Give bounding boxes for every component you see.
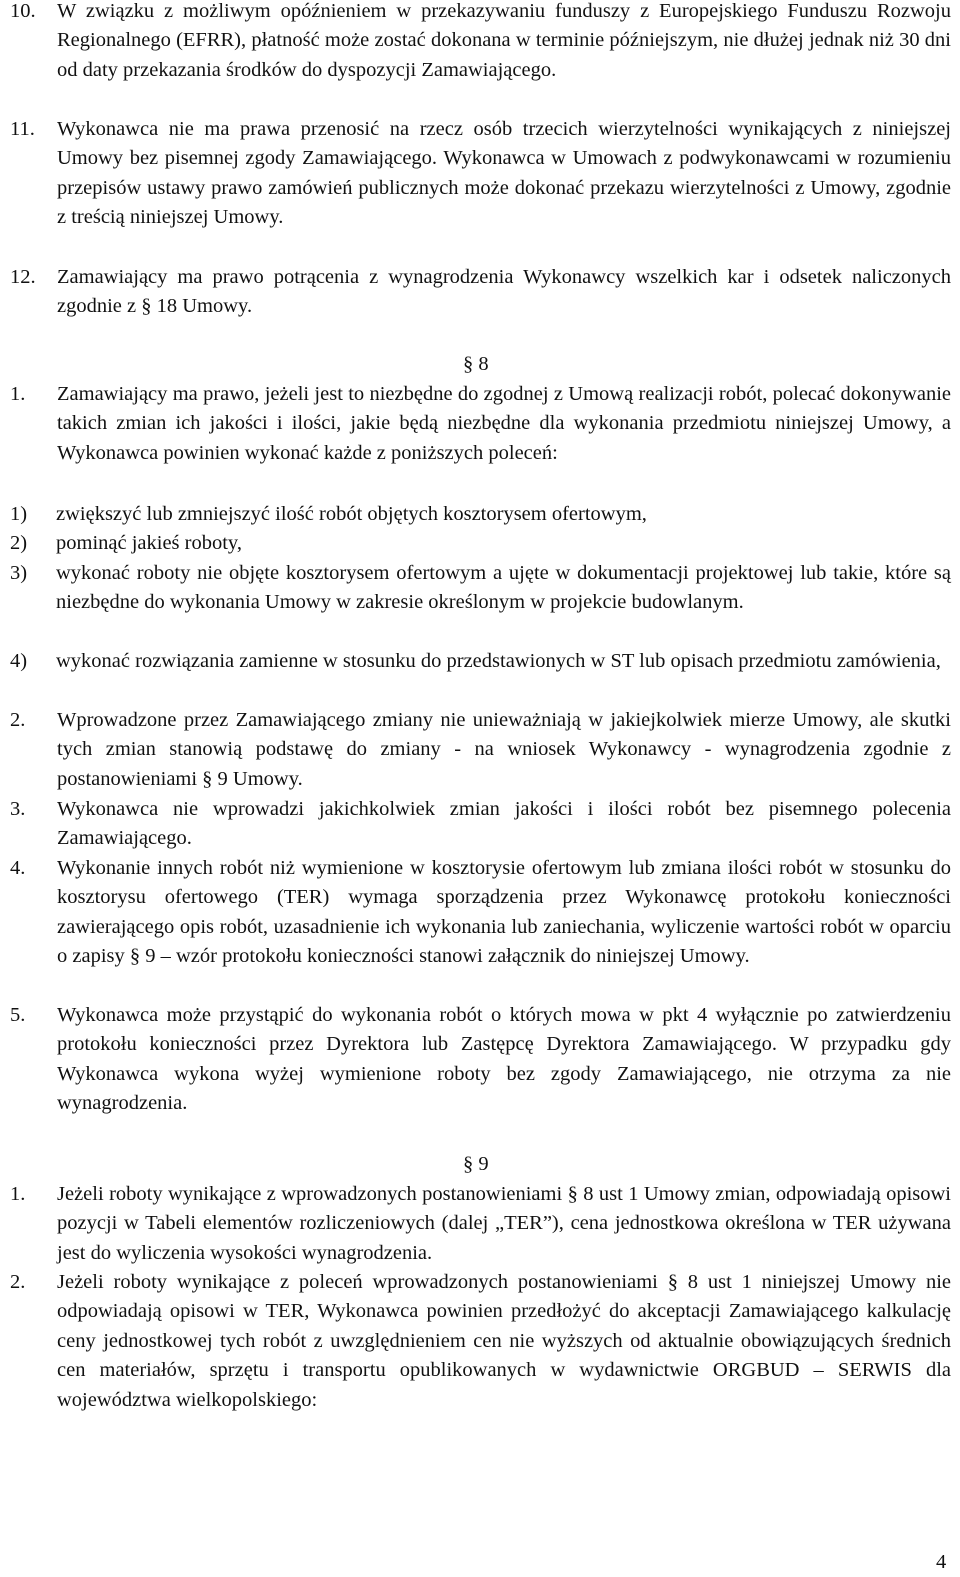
section-8-paragraph-5 bbox=[10, 1001, 951, 1119]
subitem-text: wykonać roboty nie objęte kosztorysem ofertowym a ujęte w dokumentacji projektowej lub takie, które są niezbędne do wykonania Umowy w zakresie określonym w projekcie budowlanym. bbox=[56, 562, 951, 614]
section-9-paragraph-1 bbox=[10, 1180, 951, 1268]
paragraph-number: 4. bbox=[10, 857, 26, 879]
subitem-text: pominąć jakieś roboty, bbox=[56, 532, 242, 554]
section-8-subitem-3 bbox=[10, 559, 951, 618]
clause-text: Zamawiający ma prawo potrącenia z wynagrodzenia Wykonawcy wszelkich kar i odsetek naliczonych zgodnie z § 18 Umowy. bbox=[57, 266, 951, 318]
section-8-paragraph-4 bbox=[10, 854, 951, 972]
section-title: § 9 bbox=[463, 1153, 489, 1175]
subitem-number: 3) bbox=[10, 562, 28, 584]
paragraph-text: Jeżeli roboty wynikające z poleceń wprowadzonych postanowieniami § 8 ust 1 niniejszej Umowy nie odpowiadają opisowi w TER, Wykonawca powinien przedłożyć do akceptacji Zamawiającego kalkulację ceny jednostkowej tych robót z uwzględnieniem cen nie wyższych od aktualnie obowiązujących średnich cen materiałów, sprzętu i transportu opublikowanych w wydawnictwie ORGBUD – SERWIS dla województwa wielkopolskiego: bbox=[57, 1271, 951, 1411]
subitem-text: zwiększyć lub zmniejszyć ilość robót objętych kosztorysem ofertowym, bbox=[56, 503, 647, 525]
clause-text: Wykonawca nie ma prawa przenosić na rzecz osób trzecich wierzytelności wynikających z niniejszej Umowy bez pisemnej zgody Zamawiającego. Wykonawca w Umowach z podwykonawcami w rozumieniu przepisów ustawy prawo zamówień publicznych może dokonać przekazu wierzytelności z Umowy, zgodnie z treścią niniejszej Umowy. bbox=[57, 118, 951, 229]
paragraph-text: Wykonawca nie wprowadzi jakichkolwiek zmian jakości i ilości robót bez pisemnego polecenia Zamawiającego. bbox=[57, 798, 951, 850]
page-number: 4 bbox=[936, 1551, 947, 1573]
section-8-subitem-2 bbox=[10, 529, 951, 558]
clause-11 bbox=[10, 115, 951, 233]
paragraph-text: Jeżeli roboty wynikające z wprowadzonych postanowieniami § 8 ust 1 Umowy zmian, odpowiadają opisowi pozycji w Tabeli elementów rozliczeniowych (dalej „TER”), cena jednostkowa określona w TER używana jest do wyliczenia wysokości wynagrodzenia. bbox=[57, 1183, 951, 1264]
subitem-number: 1) bbox=[10, 503, 28, 525]
clause-number: 10. bbox=[10, 0, 36, 22]
paragraph-text: Zamawiający ma prawo, jeżeli jest to niezbędne do zgodnej z Umową realizacji robót, polecać dokonywanie takich zmian ich jakości i ilości, jakie będą niezbędne dla wykonania przedmiotu niniejszej Umowy, a Wykonawca powinien wykonać każde z poniższych poleceń: bbox=[57, 383, 951, 464]
section-8-subitem-1 bbox=[10, 500, 951, 529]
subitem-number: 2) bbox=[10, 532, 28, 554]
paragraph-number: 3. bbox=[10, 798, 26, 820]
clause-text: W związku z możliwym opóźnieniem w przekazywaniu funduszy z Europejskiego Funduszu Rozwoju Regionalnego (EFRR), płatność może zostać dokonana w terminie późniejszym, nie dłużej jednak niż 30 dni od daty przekazania środków do dyspozycji Zamawiającego. bbox=[57, 0, 951, 81]
paragraph-text: Wprowadzone przez Zamawiającego zmiany nie unieważniają w jakiejkolwiek mierze Umowy, ale skutki tych zmian stanowią podstawę do zmiany - na wniosek Wykonawcy - wynagrodzenia zgodnie z postanowieniami § 9 Umowy. bbox=[57, 709, 951, 790]
paragraph-number: 1. bbox=[10, 383, 26, 405]
clause-number: 11. bbox=[10, 118, 35, 140]
paragraph-number: 1. bbox=[10, 1183, 26, 1205]
section-8-paragraph-2 bbox=[10, 706, 951, 794]
subitem-number: 4) bbox=[10, 650, 28, 672]
section-8-paragraph-1 bbox=[10, 380, 951, 468]
paragraph-text: Wykonanie innych robót niż wymienione w kosztorysie ofertowym lub zmiana ilości robót w stosunku do kosztorysu ofertowego (TER) wymaga sporządzenia przez Wykonawcę protokołu konieczności zawierającego opis robót, uzasadnienie ich wykonania lub zaniechania, wyliczenie wartości robót w oparciu o zapisy § 9 – wzór protokołu konieczności stanowi załącznik do niniejszej Umowy. bbox=[57, 857, 951, 968]
section-9-paragraph-2 bbox=[10, 1268, 951, 1415]
section-title: § 8 bbox=[463, 353, 489, 375]
paragraph-number: 5. bbox=[10, 1004, 26, 1026]
paragraph-text: Wykonawca może przystąpić do wykonania robót o których mowa w pkt 4 wyłącznie po zatwierdzeniu protokołu konieczności przez Dyrektora lub Zastępcę Dyrektora Zamawiającego. W przypadku gdy Wykonawca wykona wyżej wymienione roboty bez zgody Zamawiającego, nie otrzyma za nie wynagrodzenia. bbox=[57, 1004, 951, 1115]
paragraph-number: 2. bbox=[10, 709, 26, 731]
section-8-paragraph-3 bbox=[10, 795, 951, 854]
paragraph-number: 2. bbox=[10, 1271, 26, 1293]
clause-12 bbox=[10, 263, 951, 322]
subitem-text: wykonać rozwiązania zamienne w stosunku do przedstawionych w ST lub opisach przedmiotu zamówienia, bbox=[56, 650, 941, 672]
clause-10 bbox=[10, 0, 951, 85]
clause-number: 12. bbox=[10, 266, 36, 288]
section-8-subitem-4 bbox=[10, 647, 951, 676]
